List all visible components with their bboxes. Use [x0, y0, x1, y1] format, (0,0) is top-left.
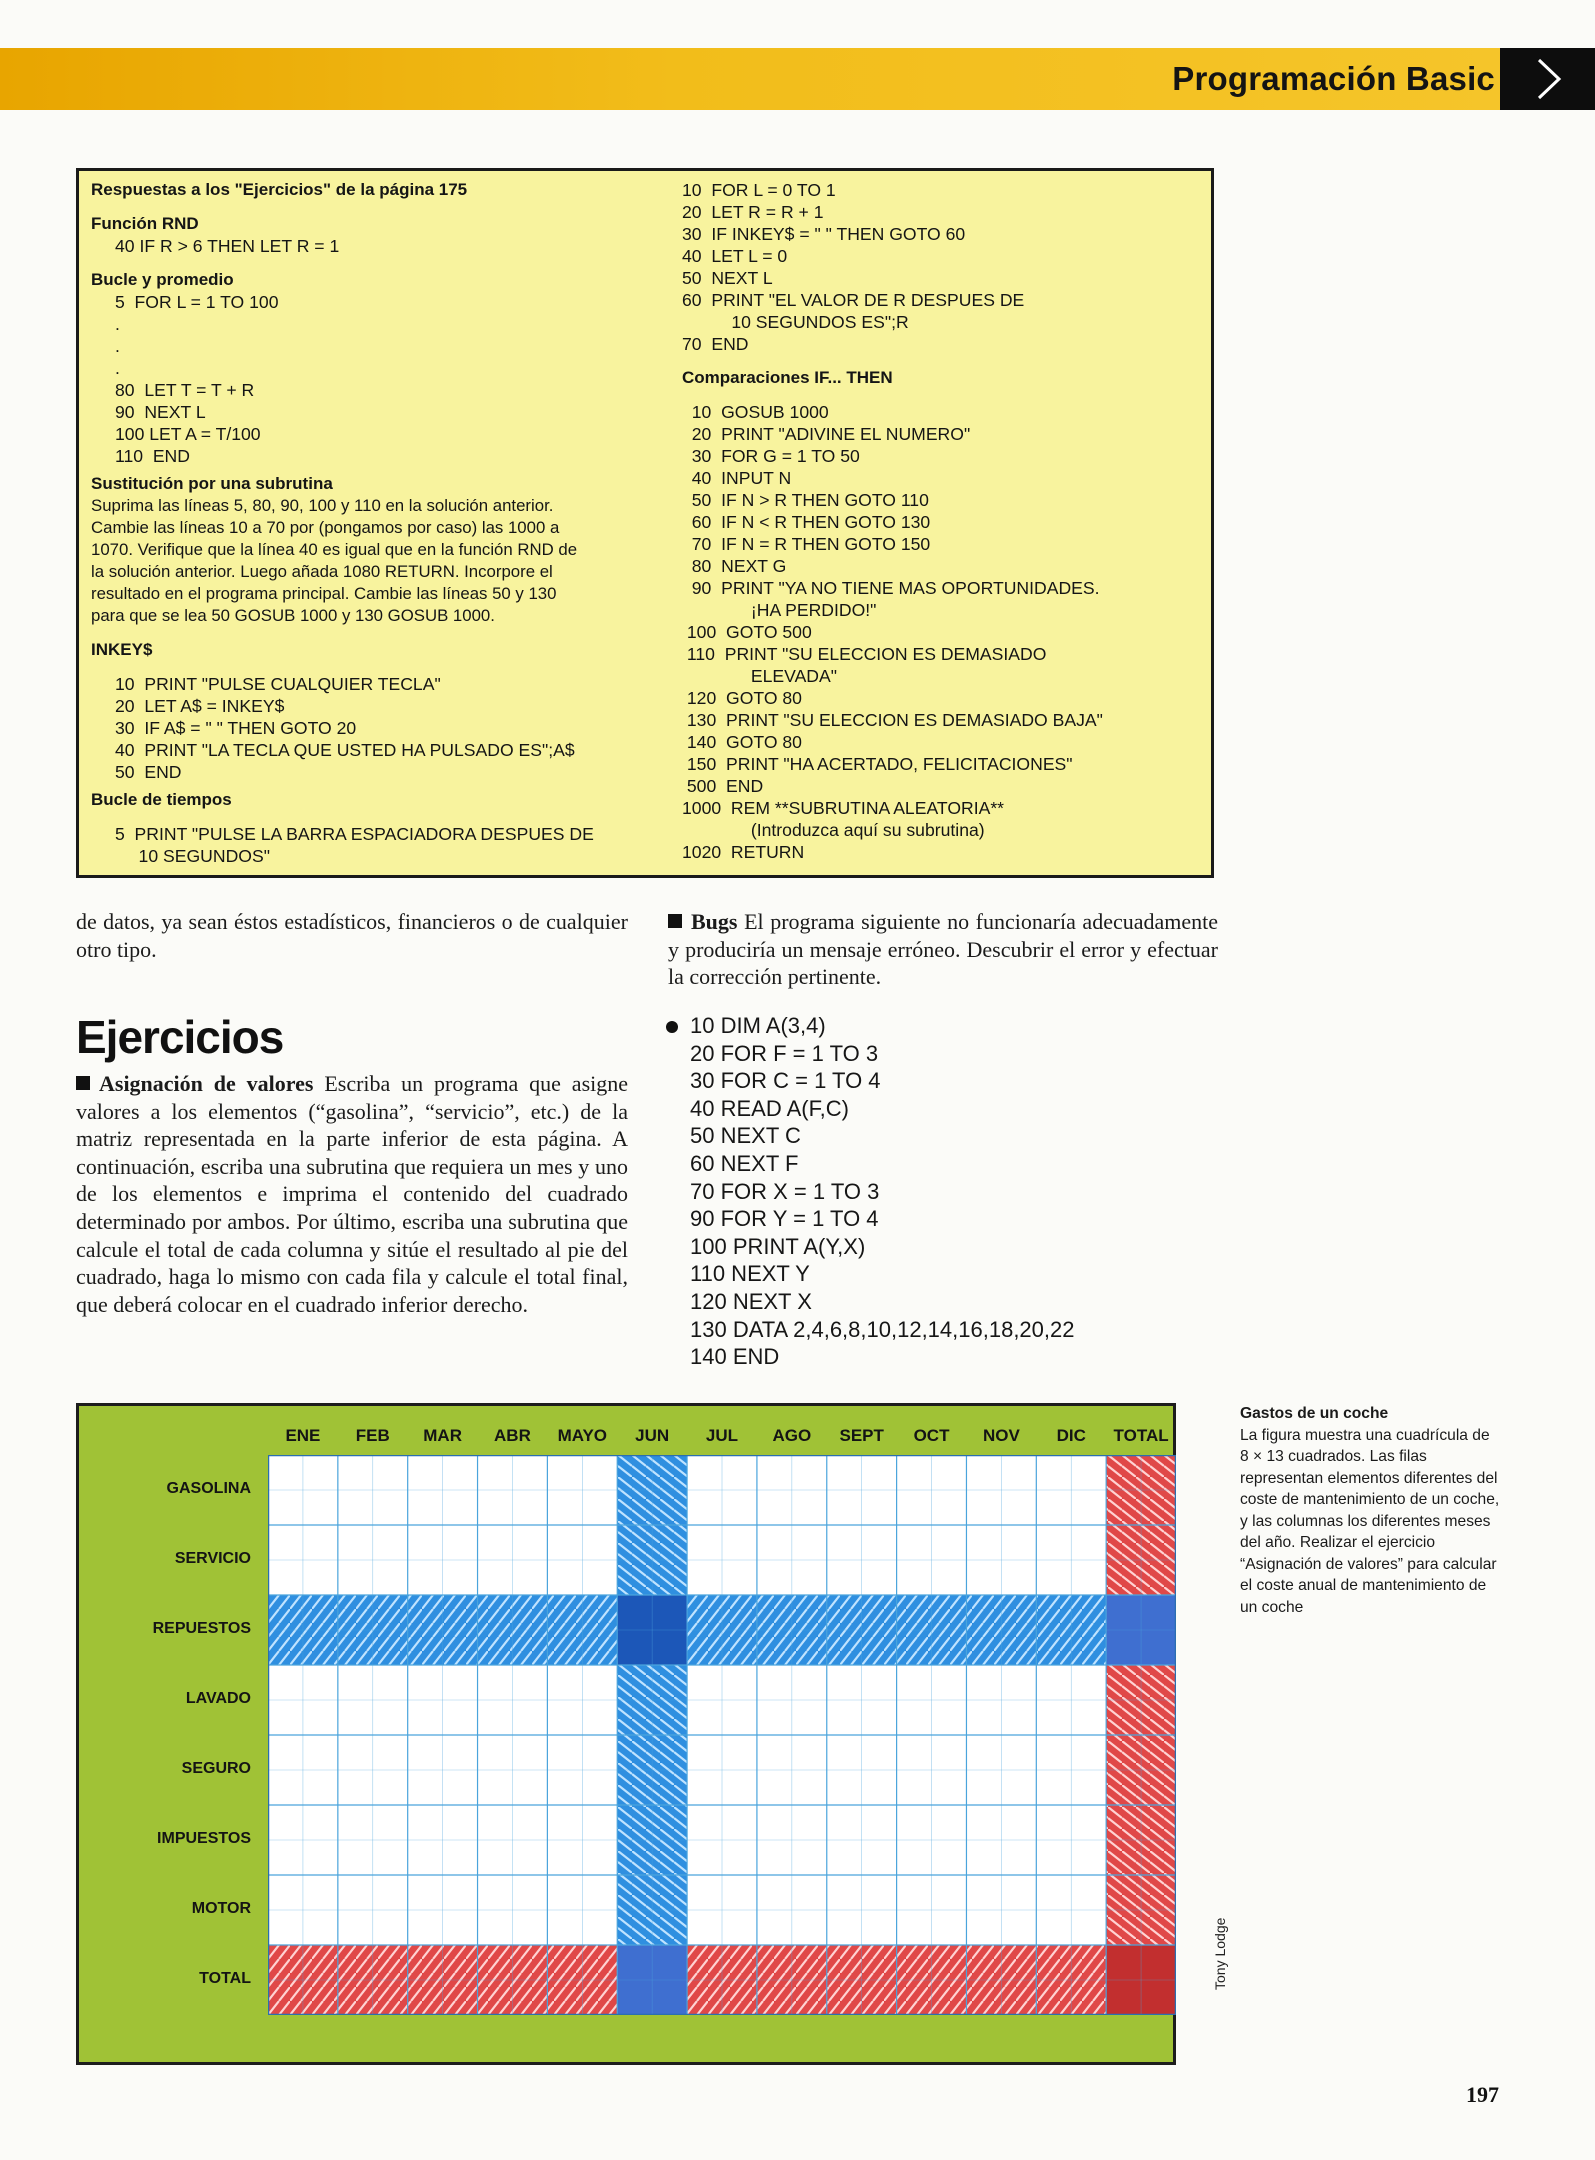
program-line: 90 FOR Y = 1 TO 4 — [690, 1206, 879, 1232]
caption-title: Gastos de un coche — [1240, 1405, 1389, 1422]
right-code-line: (Introduzca aquí su subrutina) — [702, 820, 985, 840]
right-code-line: 30 FOR G = 1 TO 50 — [682, 446, 860, 466]
round-bullet-icon — [666, 1021, 678, 1033]
spacer — [91, 627, 631, 639]
left-code-line: . — [115, 336, 120, 356]
row-header: IMPUESTOS — [157, 1830, 251, 1847]
right-code-line: 40 LET L = 0 — [682, 246, 788, 266]
left-code-line: 40 PRINT "LA TECLA QUE USTED HA PULSADO ES";A$ — [115, 740, 575, 760]
square-bullet-icon — [76, 1076, 90, 1090]
expense-grid — [268, 1455, 1176, 2015]
row-header: MOTOR — [191, 1900, 251, 1917]
left-code-line: 50 END — [115, 762, 182, 782]
left-code-line: 90 NEXT L — [115, 402, 206, 422]
left-text-line: para que se lea 50 GOSUB 1000 y 130 GOSUB 1000. — [91, 606, 495, 625]
program-line: 60 NEXT F — [690, 1150, 799, 1176]
right-code-line: 40 INPUT N — [682, 468, 792, 488]
left-code-line: 40 IF R > 6 THEN LET R = 1 — [115, 236, 340, 256]
left-heading: Respuestas a los "Ejercicios" de la página 175 — [91, 180, 468, 199]
month-header: JUL — [705, 1426, 739, 1445]
next-section-tab[interactable] — [1500, 48, 1595, 110]
right-code-line: 10 FOR L = 0 TO 1 — [682, 180, 836, 200]
spacer — [682, 355, 1207, 367]
illustrator-credit: Tony Lodge — [1212, 1917, 1228, 1990]
right-code-line: ¡HA PERDIDO!" — [702, 600, 877, 620]
left-code-line: . — [115, 358, 120, 378]
left-heading: Bucle y promedio — [91, 270, 234, 289]
right-code-line: 90 PRINT "YA NO TIENE MAS OPORTUNIDADES. — [682, 578, 1100, 598]
intro-paragraph: de datos, ya sean éstos estadísticos, financieros o de cualquier otro tipo. — [76, 909, 628, 962]
right-code-line: 150 PRINT "HA ACERTADO, FELICITACIONES" — [682, 754, 1073, 774]
figure-caption — [1240, 1403, 1500, 1618]
left-code-line: 10 SEGUNDOS" — [119, 846, 270, 866]
left-code-line: 100 LET A = T/100 — [115, 424, 261, 444]
spacer — [91, 811, 631, 823]
right-code-line: 60 IF N < R THEN GOTO 130 — [682, 512, 931, 532]
left-heading: Función RND — [91, 214, 199, 233]
bugs-program — [668, 1012, 1074, 1371]
answers-right-column — [682, 179, 1207, 863]
left-code-line: 20 LET A$ = INKEY$ — [115, 696, 285, 716]
asignacion-text: Escriba un programa que asigne valores a los elementos (“gasolina”, “servicio”, etc.) de la matriz representada en la parte inferior de esta página. A continuación, escriba una subrutina que requiera un mes y uno de los elementos e imprima el contenido del cuadrado determinado por ambos. Por último, escriba una subrutina que calcule el total de cada columna y sitúe el resultado al pie del cuadrado, haga lo mismo con cada fila y calcule el total final, que deberá colocar en el cuadrado inferior derecho. — [76, 1071, 629, 1317]
program-line: 70 FOR X = 1 TO 3 — [690, 1178, 880, 1204]
month-header: OCT — [913, 1426, 950, 1445]
asignacion-paragraph — [76, 1070, 628, 1318]
spacer — [91, 257, 631, 269]
right-code-line: 30 IF INKEY$ = " " THEN GOTO 60 — [682, 224, 966, 244]
bugs-text: El programa siguiente no funcionaría adecuadamente y produciría un mensaje erróneo. Descubrir el error y efectuar la corrección pertinente. — [668, 909, 1219, 990]
right-code-line: 500 END — [682, 776, 764, 796]
exercises-heading: Ejercicios — [76, 1011, 284, 1063]
month-header: MAYO — [557, 1426, 608, 1445]
right-code-line: 130 PRINT "SU ELECCION ES DEMASIADO BAJA" — [682, 710, 1103, 730]
left-code-line: 30 IF A$ = " " THEN GOTO 20 — [115, 718, 357, 738]
program-line: 130 DATA 2,4,6,8,10,12,14,16,18,20,22 — [690, 1316, 1075, 1342]
bugs-label: Bugs — [691, 909, 738, 934]
left-code-line: 10 PRINT "PULSE CUALQUIER TECLA" — [115, 674, 441, 694]
program-line: 30 FOR C = 1 TO 4 — [690, 1068, 881, 1094]
right-code-line: 10 GOSUB 1000 — [682, 402, 829, 422]
row-header: TOTAL — [199, 1970, 251, 1987]
right-code-line: 20 PRINT "ADIVINE EL NUMERO" — [682, 424, 971, 444]
month-header: SEPT — [839, 1426, 884, 1445]
answers-box — [76, 168, 1214, 878]
section-title: Programación Basic — [1172, 60, 1495, 97]
month-header: NOV — [982, 1426, 1020, 1445]
bugs-paragraph — [668, 908, 1218, 991]
right-code-line: 10 SEGUNDOS ES";R — [702, 312, 909, 332]
program-line: 110 NEXT Y — [690, 1261, 810, 1287]
right-code-line: 50 IF N > R THEN GOTO 110 — [682, 490, 929, 510]
month-header: DIC — [1056, 1426, 1086, 1445]
chevron-right-icon — [1533, 56, 1563, 102]
right-code-line: 70 END — [682, 334, 749, 354]
month-header: AGO — [772, 1426, 812, 1445]
right-code-line: 50 NEXT L — [682, 268, 773, 288]
program-line: 120 NEXT X — [690, 1288, 812, 1314]
right-code-line: 1000 REM **SUBRUTINA ALEATORIA** — [682, 798, 1005, 818]
left-heading: Sustitución por una subrutina — [91, 474, 333, 493]
car-expenses-grid-figure — [76, 1403, 1176, 2065]
right-heading: Comparaciones IF... THEN — [682, 368, 893, 387]
right-code-line: 1020 RETURN — [682, 842, 805, 862]
left-code-line: . — [115, 314, 120, 334]
row-header: GASOLINA — [166, 1480, 251, 1497]
left-text-line: resultado en el programa principal. Cambie las líneas 50 y 130 — [91, 584, 557, 603]
caption-text: La figura muestra una cuadrícula de 8 × 13 cuadrados. Las filas representan elementos diferentes del coste de mantenimiento de un coche, y las columnas los diferentes meses del año. Realizar el ejercicio “Asignación de valores” para calcular el coste anual de mantenimiento de un coche — [1240, 1426, 1500, 1616]
row-header: REPUESTOS — [152, 1620, 251, 1637]
month-header: ENE — [285, 1426, 321, 1445]
left-heading: INKEY$ — [91, 640, 153, 659]
program-line: 40 READ A(F,C) — [690, 1095, 849, 1121]
right-code-line: 80 NEXT G — [682, 556, 787, 576]
answers-left-column — [91, 179, 631, 867]
right-code-line: 60 PRINT "EL VALOR DE R DESPUES DE — [682, 290, 1025, 310]
program-line: 10 DIM A(3,4) — [690, 1013, 826, 1038]
right-code-line: 140 GOTO 80 — [682, 732, 802, 752]
program-line: 140 END — [690, 1344, 780, 1370]
left-text-line: la solución anterior. Luego añada 1080 RETURN. Incorpore el — [91, 562, 553, 581]
month-header: MAR — [423, 1426, 462, 1445]
left-text-line: Suprima las líneas 5, 80, 90, 100 y 110 en la solución anterior. — [91, 496, 554, 515]
program-line: 20 FOR F = 1 TO 3 — [690, 1040, 879, 1066]
month-header: ABR — [494, 1426, 531, 1445]
month-header: JUN — [635, 1426, 670, 1445]
left-heading: Bucle de tiempos — [91, 790, 232, 809]
row-header: LAVADO — [185, 1690, 251, 1707]
asignacion-label: Asignación de valores — [99, 1071, 314, 1096]
left-text-line: 1070. Verifique que la línea 40 es igual que en la función RND de — [91, 540, 578, 559]
right-code-line: 100 GOTO 500 — [682, 622, 812, 642]
right-code-line: 70 IF N = R THEN GOTO 150 — [682, 534, 931, 554]
square-bullet-icon — [668, 914, 682, 928]
left-code-line: 5 FOR L = 1 TO 100 — [115, 292, 279, 312]
program-line: 50 NEXT C — [690, 1123, 801, 1149]
page-number: 197 — [1466, 2082, 1499, 2107]
left-code-line: 110 END — [115, 446, 190, 466]
right-code-line: ELEVADA" — [702, 666, 837, 686]
spacer — [682, 389, 1207, 401]
row-header: SERVICIO — [174, 1550, 251, 1567]
spacer — [91, 661, 631, 673]
left-code-line: 80 LET T = T + R — [115, 380, 255, 400]
row-header: SEGURO — [181, 1760, 251, 1777]
month-header: TOTAL — [1113, 1426, 1169, 1445]
month-header: FEB — [355, 1426, 390, 1445]
right-code-line: 110 PRINT "SU ELECCION ES DEMASIADO — [682, 644, 1047, 664]
left-text-line: Cambie las líneas 10 a 70 por (pongamos por caso) las 1000 a — [91, 518, 560, 537]
spacer — [91, 201, 631, 213]
right-code-line: 120 GOTO 80 — [682, 688, 802, 708]
right-code-line: 20 LET R = R + 1 — [682, 202, 824, 222]
program-line: 100 PRINT A(Y,X) — [690, 1233, 866, 1259]
left-code-line: 5 PRINT "PULSE LA BARRA ESPACIADORA DESPUES DE — [115, 824, 594, 844]
